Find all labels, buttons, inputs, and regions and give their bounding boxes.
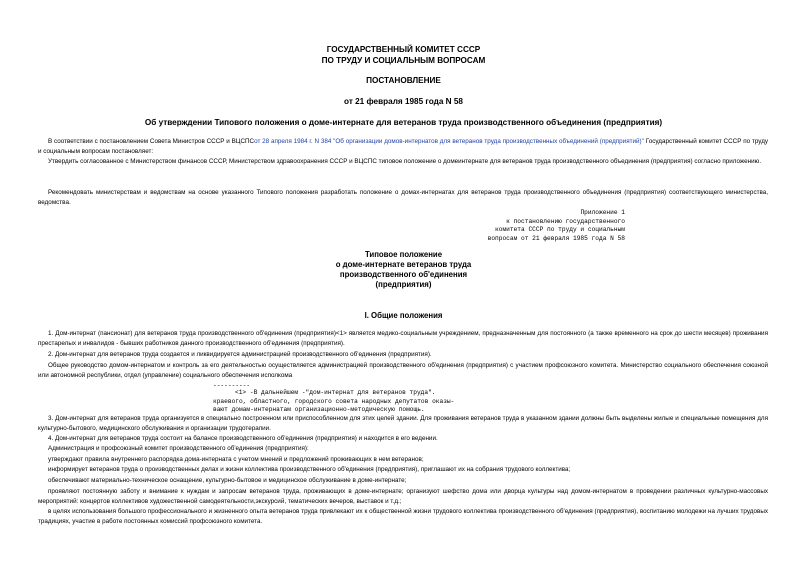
item-4: 4. Дом-интернат для ветеранов труда состоит на балансе производственного об'единения (предприятия) и находится в его ведении. (48, 435, 438, 442)
item-1: 1. Дом-интернат (пансионат) для ветеранов труда производственного об'единения (предприятия)<1> является медико-социальным учреждением, предназначенным для постоянного (а также временного на срок до шести месяцев) проживания престарелых и инвалидов - бывших работников данного производственного об'единения (предприятия). (38, 330, 768, 347)
appendix-note (440, 209, 625, 243)
item-3: 3. Дом-интернат для ветеранов труда организуется в специально построенном или приспособленном для этих целей здании. Для проживания ветеранов труда в указанном здании должны быть выделены жилые и специальные помещения для культурно-бытового, медицинского обслуживания и организации трудотерапии. (38, 415, 768, 432)
org-name-line1: ГОСУДАРСТВЕННЫЙ КОМИТЕТ СССР (326, 45, 481, 54)
section-title-line-2: о доме-интернате ветеранов труда (335, 260, 472, 269)
section-title (0, 250, 807, 290)
appendix-line-1: Приложение 1 (580, 209, 625, 216)
item-4-equipment: обеспечивают материально-техническое оснащение, культурно-бытовое и медицинское обслуживание в доме-интернате; (48, 477, 407, 484)
decree-link[interactable]: от 28 апреля 1984 г. N 384 "Об организации домов-интернатов для ветеранов труда производственных объединений (предприятий)" (254, 138, 644, 145)
footnote-separator: ---------- (213, 382, 251, 389)
preamble-text-start: В соответствии с постановлением Совета Министров СССР и ВЦСПС (48, 138, 255, 145)
section-title-line-4: (предприятия) (375, 280, 432, 289)
section-title-line-1: Типовое положение (364, 250, 443, 259)
item-4-care: проявляют постоянную заботу и внимание к нуждам и запросам ветеранов труда, проживающих в доме-интернате; организуют шефство дома или дворца культуры над домом-интернатом в проведении различных культурно-массовых мероприятий: концертов коллективов художественной самодеятельности,экскурсий, тематических вечеров, выставок и т.д.; (38, 488, 768, 505)
footnote (213, 389, 454, 415)
appendix-line-4: вопросам от 21 февраля 1985 года N 58 (487, 234, 625, 242)
org-name-line2: ПО ТРУДУ И СОЦИАЛЬНЫМ ВОПРОСАМ (321, 56, 486, 65)
item-4-inform: информирует ветеранов труда о производственных делах и жизни коллектива производственного об'единения (предприятия), приглашают их на собрания трудового коллектива; (48, 466, 571, 473)
preamble-paragraph-1 (38, 137, 768, 157)
item-4-admin: Администрация и профсоюзный комитет производственного об'единения (предприятия): (48, 445, 309, 452)
appendix-line-3: комитета СССР по труду и социальным (495, 226, 625, 233)
item-2: 2. Дом-интернат для ветеранов труда создается и ликвидируется администрацией производственного об'единения (предприятия). (48, 351, 432, 358)
section-heading: I. Общие положения (364, 311, 443, 320)
footnote-line-2: краевого, областного, городского совета народных депутатов оказы- (213, 397, 455, 405)
section-title-line-3: производственного об'единения (339, 270, 468, 279)
doc-type: ПОСТАНОВЛЕНИЕ (366, 76, 441, 85)
preamble-paragraph-2: Утвердить согласованное с Министерством финансов СССР, Министерством здравоохранения СССР и ВЦСПС типовое положение о домеинтернате для ветеранов труда производственного объединения (предприятия) согласно приложению. (48, 158, 762, 165)
footnote-line-3: вают домам-интернатам организационно-методическую помощь. (213, 406, 425, 413)
item-4-rules: утверждают правила внутреннего распорядка дома-интерната с учетом мнений и предложений проживающих в нем ветеранов; (48, 456, 424, 463)
doc-title: Об утверждении Типового положения о доме-интернате для ветеранов труда производственного объединения (предприятия) (144, 118, 663, 127)
appendix-line-2: к постановлению государственного (506, 217, 625, 225)
preamble-text-end: Государственный комитет СССР по труду и социальным вопросам постановляет: (38, 138, 769, 155)
item-2-continued: Общее руководство домом-интернатом и контроль за его деятельностью осуществляется администрацией производственного об'единения (предприятия) с участием профсоюзного комитета. Министерство социального обеспечения союзной или автономной республики, отдел (управление) социального обеспечения исполкома (38, 362, 768, 379)
preamble-paragraph-3: Рекомендовать министерствам и ведомствам на основе указанного Типового положения разработать положение о домах-интернатах для ветеранов труда производственного объединения (предприятия) соответствующего министерства, ведомства. (38, 189, 768, 206)
item-4-experience: в целях использования большого профессионального и жизненного опыта ветеранов труда привлекают их к общественной жизни трудового коллектива производственного об'единения (предприятия), воспитанию молодежи на лучших трудовых традициях, участие в работе постоянных комиссий профсоюзного комитета. (38, 508, 768, 525)
doc-date-number: от 21 февраля 1985 года N 58 (344, 97, 463, 106)
footnote-line-1: <1> -В дальнейшем -"дом-интернат для ветеранов труда". (235, 389, 436, 396)
